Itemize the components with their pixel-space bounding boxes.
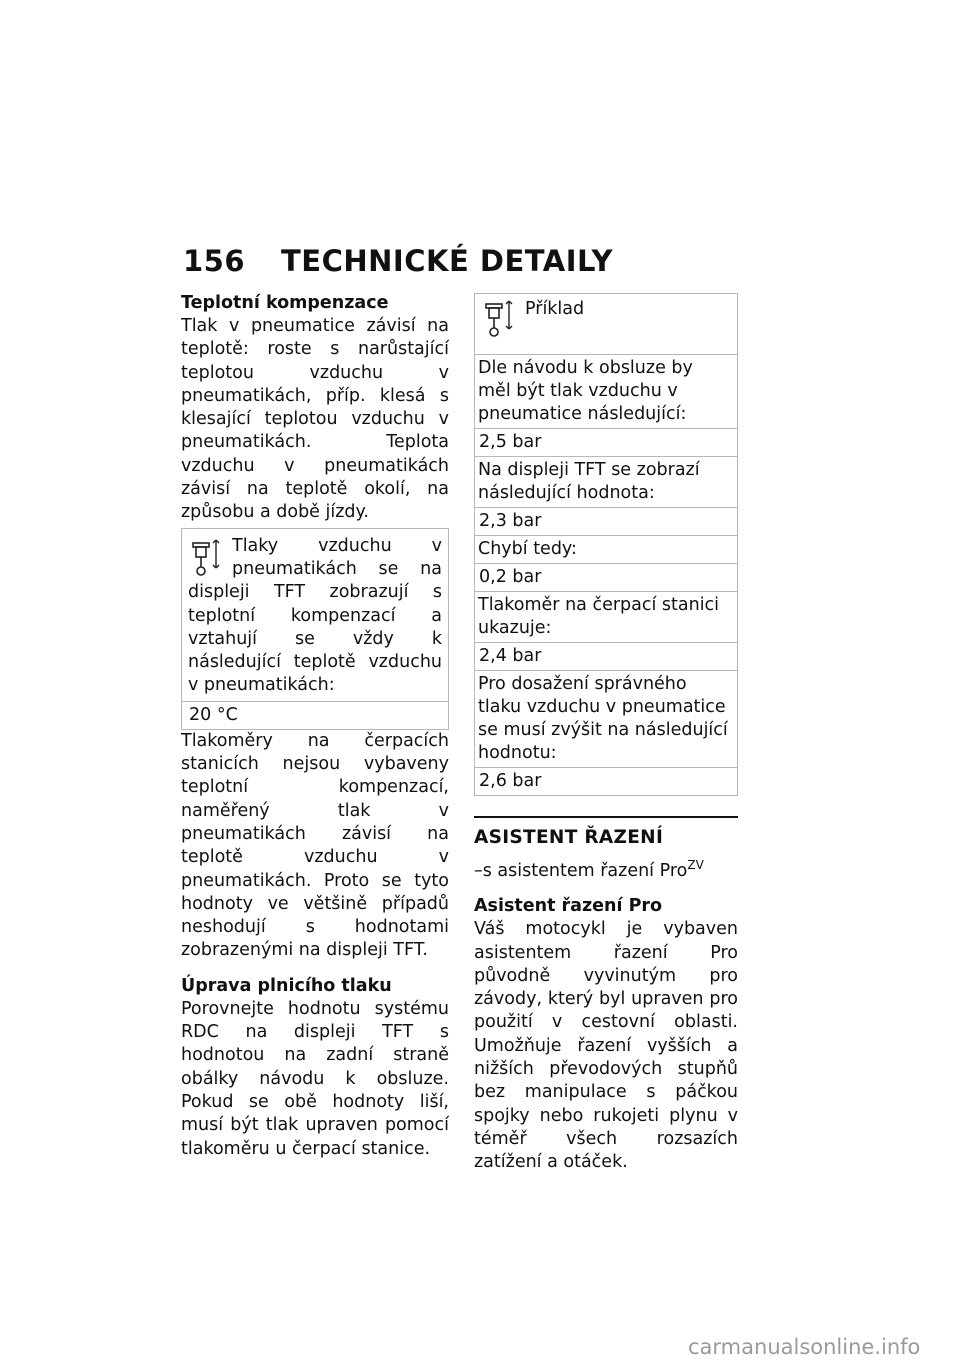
heading-shift-assistant: Asistent řazení Pro <box>474 896 663 917</box>
paragraph-shift-assistant: Váš motocykl je vybaven asistentem řazení Pro původně vyvinutým pro závody, který byl upraven pro použití v cestovní oblasti. Umožňuje řazení vyšších a nižších převodových stupňů bez manipulace s páčkou spojky nebo rukojeti plynu v téměř všech rozsazích zatížení a otáček. <box>474 919 738 1173</box>
paragraph-gauges: Tlakoměry na čerpacích stanicích nejsou vybaveny teplotní kompenzací, naměřený tlak v pneumatikách závisí na teplotě vzduchu v pneumatikách. Proto se tyto hodnoty ve většině případů neshodují s hodnotami zobrazenými na displeji TFT. <box>181 730 449 961</box>
example-value: 2,4 bar <box>475 642 737 670</box>
paragraph-temperature: Tlak v pneumatice závisí na teplotě: roste s narůstající teplotou vzduchu v pneumatikách, příp. klesá s klesající teplotou vzduchu v pneumatikách. Teplota vzduchu v pneumatikách závisí na teplotě okolí, na způsobu a době jízdy. <box>181 316 449 523</box>
note-text: Tlaky vzduchu v pneumatikách se na displeji TFT zobrazují s teplotní kompenzací a vztahují se vždy k následující teplotě vzduchu v pneumatikách: <box>188 535 442 696</box>
section-divider <box>474 816 738 818</box>
note-body <box>182 529 448 701</box>
example-row: Pro dosažení správného tlaku vzduchu v pneumatice se musí zvýšit na následující hodnotu: <box>475 670 737 767</box>
example-header <box>475 294 737 354</box>
page-header <box>183 244 613 278</box>
watermark: carmanualsonline.info <box>688 1335 921 1359</box>
page-title: TECHNICKÉ DETAILY <box>281 244 613 278</box>
tire-gauge-icon <box>483 298 517 340</box>
paragraph-adjustment: Porovnejte hodnotu systému RDC na displeji TFT s hodnotou na zadní straně obálky návodu k obsluze. Pokud se obě hodnoty liší, musí být tlak upraven pomocí tlakoměru u čerpací stanice. <box>181 998 449 1159</box>
example-box <box>474 293 738 796</box>
section-title: ASISTENT ŘAZENÍ <box>474 827 664 848</box>
tire-gauge-icon <box>190 537 224 579</box>
left-column <box>181 292 449 1161</box>
heading-pressure-adjustment: Úprava plnicího tlaku <box>181 975 392 996</box>
section-subtitle-text: –s asistentem řazení Pro <box>474 861 688 881</box>
example-value: 2,3 bar <box>475 507 737 535</box>
example-title: Příklad <box>525 299 585 319</box>
example-value: 2,6 bar <box>475 767 737 795</box>
example-row: Chybí tedy: <box>475 535 737 563</box>
heading-temperature-compensation: Teplotní kompenzace <box>181 293 389 313</box>
example-row: Na displeji TFT se zobrazí následující hodnota: <box>475 456 737 507</box>
example-row: Dle návodu k obsluze by měl být tlak vzduchu v pneumatice následující: <box>475 354 737 428</box>
section-subtitle-sup: ZV <box>687 858 704 872</box>
page-number: 156 <box>183 244 246 278</box>
section-subtitle <box>474 854 738 883</box>
example-row: Tlakoměr na čerpací stanici ukazuje: <box>475 591 737 642</box>
right-column <box>474 292 738 1175</box>
example-value: 0,2 bar <box>475 563 737 591</box>
note-value: 20 °C <box>182 701 448 729</box>
note-box <box>181 528 449 730</box>
example-value: 2,5 bar <box>475 428 737 456</box>
